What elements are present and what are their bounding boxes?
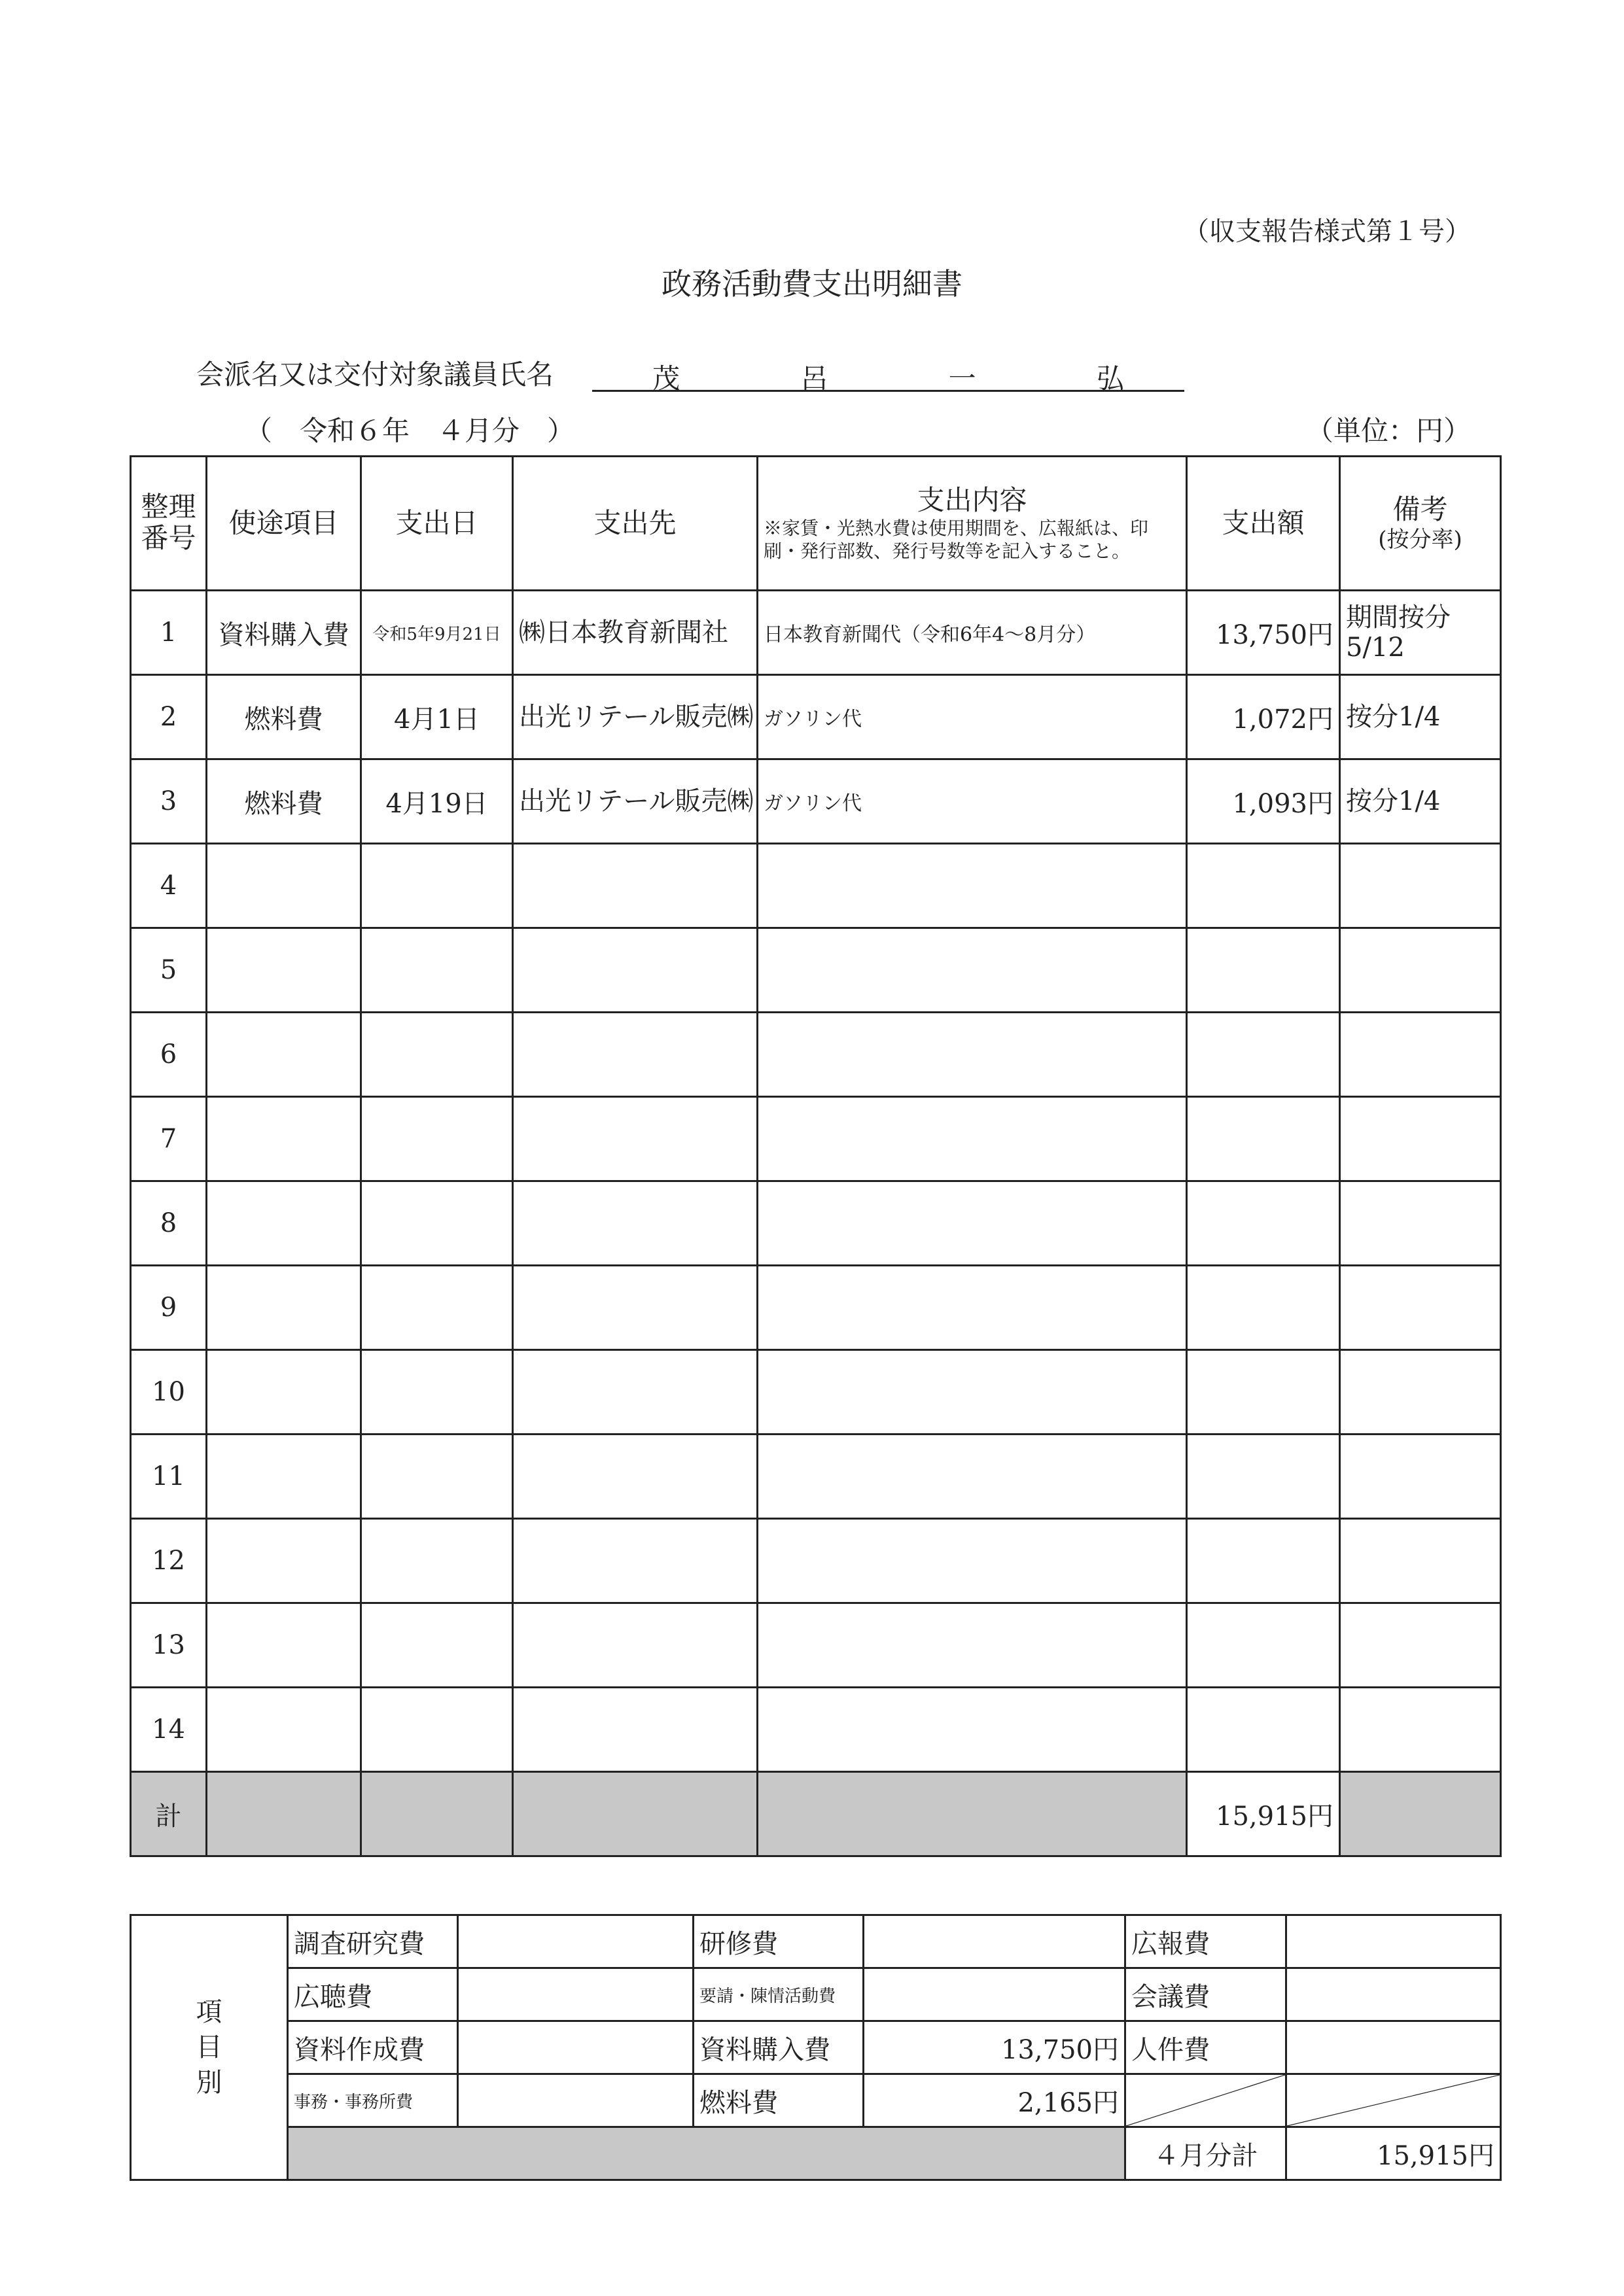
summary-value	[1286, 1968, 1501, 2021]
row-date: 4月19日	[361, 759, 513, 844]
month-total-label: ４月分計	[1125, 2127, 1286, 2180]
unit-label: （単位：円）	[1305, 415, 1471, 447]
row-remarks	[1340, 1688, 1501, 1772]
member-name	[592, 357, 1184, 392]
table-row	[131, 1350, 1501, 1435]
row-content	[758, 1603, 1187, 1688]
form-number: （収支報告様式第１号）	[1183, 217, 1471, 247]
summary-value: 13,750円	[864, 2021, 1125, 2074]
summary-side-label	[131, 1915, 288, 2180]
header-content-note: ※家賃・光熱水費は使用期間を、広報紙は、印刷・発行部数、発行号数等を記入すること。	[764, 517, 1149, 563]
row-number: 2	[131, 675, 207, 759]
summary-value	[1286, 1915, 1501, 1968]
table-row	[131, 1603, 1501, 1688]
table-row	[131, 1519, 1501, 1603]
row-date: 4月1日	[361, 675, 513, 759]
summary-value	[864, 1915, 1125, 1968]
expense-table	[130, 455, 1502, 1857]
row-remarks	[1340, 1266, 1501, 1350]
header-content-title: 支出内容	[917, 483, 1027, 516]
row-content	[758, 1688, 1187, 1772]
row-payee	[513, 1181, 758, 1266]
summary-label: 人件費	[1125, 2021, 1286, 2074]
summary-label: 研修費	[694, 1915, 864, 1968]
name-char: 呂	[800, 362, 828, 394]
row-item	[207, 1097, 361, 1181]
side-char: 目	[196, 2032, 222, 2062]
header-content	[758, 457, 1187, 591]
row-amount	[1187, 1603, 1340, 1688]
summary-label: 資料作成費	[288, 2021, 458, 2074]
row-number: 14	[131, 1688, 207, 1772]
diagonal-cell	[1125, 2074, 1286, 2127]
row-content	[758, 1266, 1187, 1350]
row-item	[207, 1519, 361, 1603]
header-date: 支出日	[361, 457, 513, 591]
header-item: 使途項目	[207, 457, 361, 591]
table-row	[131, 1688, 1501, 1772]
row-amount	[1187, 1519, 1340, 1603]
table-row	[131, 1181, 1501, 1266]
summary-label: 事務・事務所費	[288, 2074, 458, 2127]
document-title: 政務活動費支出明細書	[662, 266, 962, 302]
summary-value	[458, 2021, 694, 2074]
summary-label: 燃料費	[694, 2074, 864, 2127]
month-total-value: 15,915円	[1286, 2127, 1501, 2180]
row-date	[361, 1435, 513, 1519]
row-amount	[1187, 928, 1340, 1013]
row-item: 燃料費	[207, 675, 361, 759]
row-remarks: 按分1/4	[1340, 675, 1501, 759]
row-amount	[1187, 1688, 1340, 1772]
row-payee: 出光リテール販売㈱	[513, 759, 758, 844]
summary-label: 要請・陳情活動費	[694, 1968, 864, 2021]
row-payee	[513, 1013, 758, 1097]
row-date	[361, 1519, 513, 1603]
row-payee	[513, 1688, 758, 1772]
row-content	[758, 1097, 1187, 1181]
summary-value	[458, 2074, 694, 2127]
row-remarks	[1340, 1519, 1501, 1603]
row-date	[361, 844, 513, 928]
row-content	[758, 1013, 1187, 1097]
row-content: ガソリン代	[758, 675, 1187, 759]
row-remarks	[1340, 1013, 1501, 1097]
row-number: 8	[131, 1181, 207, 1266]
row-payee	[513, 1266, 758, 1350]
row-remarks	[1340, 1603, 1501, 1688]
total-blank	[207, 1772, 361, 1856]
table-row	[131, 1435, 1501, 1519]
name-char: 一	[948, 362, 976, 394]
row-amount	[1187, 1435, 1340, 1519]
row-number: 1	[131, 591, 207, 675]
row-item	[207, 1181, 361, 1266]
row-payee	[513, 1519, 758, 1603]
row-item	[207, 928, 361, 1013]
name-char: 弘	[1096, 362, 1124, 394]
row-payee	[513, 1435, 758, 1519]
summary-value	[458, 1968, 694, 2021]
row-item	[207, 1688, 361, 1772]
row-date	[361, 1181, 513, 1266]
row-number: 6	[131, 1013, 207, 1097]
summary-label: 広聴費	[288, 1968, 458, 2021]
row-date	[361, 1688, 513, 1772]
row-remarks	[1340, 1350, 1501, 1435]
row-number: 7	[131, 1097, 207, 1181]
row-amount	[1187, 1013, 1340, 1097]
name-label: 会派名又は交付対象議員氏名	[196, 358, 554, 391]
row-date	[361, 1266, 513, 1350]
header-remarks	[1340, 457, 1501, 591]
row-item	[207, 844, 361, 928]
summary-value: 2,165円	[864, 2074, 1125, 2127]
table-row	[131, 759, 1501, 844]
total-blank	[758, 1772, 1187, 1856]
side-char: 項	[196, 1997, 222, 2027]
row-date	[361, 1013, 513, 1097]
row-remarks	[1340, 1435, 1501, 1519]
table-row	[131, 928, 1501, 1013]
summary-label: 会議費	[1125, 1968, 1286, 2021]
row-payee: 出光リテール販売㈱	[513, 675, 758, 759]
row-content: ガソリン代	[758, 759, 1187, 844]
row-date	[361, 1350, 513, 1435]
row-item	[207, 1435, 361, 1519]
row-content: 日本教育新聞代（令和6年4～8月分）	[758, 591, 1187, 675]
summary-label: 資料購入費	[694, 2021, 864, 2074]
row-amount: 13,750円	[1187, 591, 1340, 675]
row-number: 9	[131, 1266, 207, 1350]
row-amount	[1187, 1181, 1340, 1266]
header-amount: 支出額	[1187, 457, 1340, 591]
row-content	[758, 1181, 1187, 1266]
summary-table	[130, 1914, 1502, 2181]
row-number: 13	[131, 1603, 207, 1688]
row-content	[758, 928, 1187, 1013]
row-amount	[1187, 1266, 1340, 1350]
row-date: 令和5年9月21日	[361, 591, 513, 675]
row-remarks	[1340, 928, 1501, 1013]
total-row	[131, 1772, 1501, 1856]
row-payee	[513, 1097, 758, 1181]
table-row	[131, 1097, 1501, 1181]
row-item: 燃料費	[207, 759, 361, 844]
total-blank	[361, 1772, 513, 1856]
row-item: 資料購入費	[207, 591, 361, 675]
row-content	[758, 844, 1187, 928]
summary-value	[1286, 2021, 1501, 2074]
row-number: 11	[131, 1435, 207, 1519]
total-amount: 15,915円	[1187, 1772, 1340, 1856]
row-content	[758, 1350, 1187, 1435]
table-row	[131, 844, 1501, 928]
row-remarks: 期間按分5/12	[1340, 591, 1501, 675]
row-payee: ㈱日本教育新聞社	[513, 591, 758, 675]
row-payee	[513, 1350, 758, 1435]
summary-label: 広報費	[1125, 1915, 1286, 1968]
row-remarks	[1340, 1097, 1501, 1181]
side-char: 別	[196, 2068, 222, 2098]
header-no: 整理番号	[131, 457, 207, 591]
summary-value	[458, 1915, 694, 1968]
header-remarks-title: 備考	[1392, 493, 1448, 526]
row-amount	[1187, 844, 1340, 928]
row-item	[207, 1603, 361, 1688]
header-remarks-sub: (按分率)	[1378, 526, 1462, 553]
diagonal-cell	[1286, 2074, 1501, 2127]
summary-label: 調査研究費	[288, 1915, 458, 1968]
row-number: 12	[131, 1519, 207, 1603]
row-remarks	[1340, 1181, 1501, 1266]
summary-shaded	[288, 2127, 1125, 2180]
header-payee: 支出先	[513, 457, 758, 591]
summary-value	[864, 1968, 1125, 2021]
total-blank	[513, 1772, 758, 1856]
period: （ 令和６年 ４月分 ）	[245, 415, 575, 447]
row-number: 3	[131, 759, 207, 844]
row-number: 10	[131, 1350, 207, 1435]
row-amount	[1187, 1097, 1340, 1181]
row-payee	[513, 928, 758, 1013]
total-blank	[1340, 1772, 1501, 1856]
table-row	[131, 591, 1501, 675]
row-item	[207, 1350, 361, 1435]
table-row	[131, 1266, 1501, 1350]
row-item	[207, 1266, 361, 1350]
row-item	[207, 1013, 361, 1097]
row-amount	[1187, 1350, 1340, 1435]
row-number: 4	[131, 844, 207, 928]
row-content	[758, 1519, 1187, 1603]
row-content	[758, 1435, 1187, 1519]
row-amount: 1,093円	[1187, 759, 1340, 844]
row-remarks	[1340, 844, 1501, 928]
row-date	[361, 1603, 513, 1688]
row-payee	[513, 1603, 758, 1688]
total-label: 計	[131, 1772, 207, 1856]
table-row	[131, 1013, 1501, 1097]
row-payee	[513, 844, 758, 928]
table-row	[131, 675, 1501, 759]
row-date	[361, 1097, 513, 1181]
name-char: 茂	[652, 362, 680, 394]
row-amount: 1,072円	[1187, 675, 1340, 759]
row-date	[361, 928, 513, 1013]
row-number: 5	[131, 928, 207, 1013]
row-remarks: 按分1/4	[1340, 759, 1501, 844]
